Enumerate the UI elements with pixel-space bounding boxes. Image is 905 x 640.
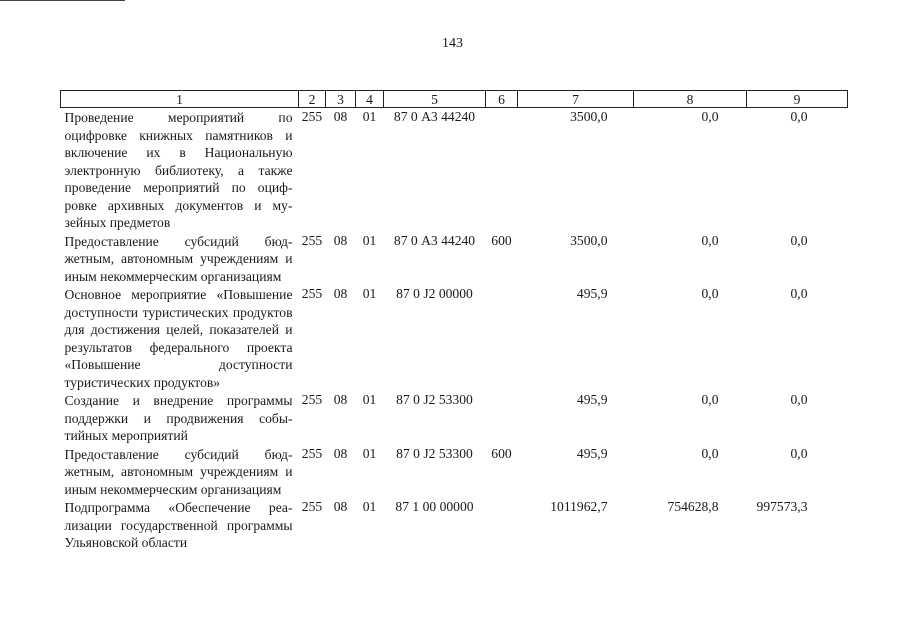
kind-code [486, 285, 518, 391]
kind-code [486, 391, 518, 445]
target-code: 87 0 J2 53300 [396, 445, 473, 461]
sum-col9: 0,0 [790, 445, 808, 461]
subsection-code: 01 [362, 286, 377, 301]
admin-code: 255 [301, 499, 323, 514]
column-number-row [61, 91, 848, 108]
target-code: 87 0 J2 00000 [396, 286, 473, 301]
table-row [61, 391, 848, 445]
sum-col7: 495,9 [576, 445, 608, 461]
column-header: 8 [634, 91, 747, 108]
sum-col8: 0,0 [701, 445, 719, 461]
target-code: 87 1 00 00000 [395, 499, 474, 514]
sum-col8: 0,0 [701, 286, 719, 301]
column-header: 6 [486, 91, 518, 108]
row-name: Проведение мероприятий по оцифровке книжных памятников и включение их в Национальную электронную библиотеку, а также проведение мероприятий по оцифровке архивных документов и музейных предметов [64, 110, 293, 230]
kind-code: 600 [491, 445, 512, 461]
section-code: 08 [333, 109, 348, 124]
section-code: 08 [333, 232, 348, 248]
sum-col7: 3500,0 [570, 232, 608, 248]
subsection-code: 01 [362, 445, 377, 461]
page-number: 143 [442, 36, 463, 51]
row-name: Подпрограмма «Обеспечение реализации государственной программы Ульяновской области [64, 500, 293, 550]
top-rule [0, 0, 125, 1]
subsection-code: 01 [362, 499, 377, 514]
table-row [61, 108, 848, 232]
table-row [61, 498, 848, 552]
subsection-code: 01 [362, 232, 377, 248]
admin-code: 255 [301, 232, 323, 248]
admin-code: 255 [301, 109, 323, 124]
sum-col8: 0,0 [701, 392, 719, 407]
section-code: 08 [333, 286, 348, 301]
section-code: 08 [333, 499, 348, 514]
sum-col8: 754628,8 [667, 499, 719, 514]
target-code: 87 0 А3 44240 [393, 232, 476, 248]
row-name: Основное мероприятие «Повышение доступности туристических продуктов для достижения целей, показателей и результатов федерального проекта «Повышение доступности туристических продуктов» [64, 287, 293, 390]
column-header: 4 [356, 91, 384, 108]
table-row [61, 285, 848, 391]
column-header: 1 [61, 91, 299, 108]
sum-col9: 0,0 [790, 392, 808, 407]
subsection-code: 01 [362, 392, 377, 407]
admin-code: 255 [301, 286, 323, 301]
subsection-code: 01 [362, 109, 377, 124]
column-header: 9 [747, 91, 848, 108]
admin-code: 255 [301, 445, 323, 461]
row-name: Создание и внедрение программы поддержки и продвижения событийных мероприятий [64, 393, 293, 443]
sum-col9: 997573,3 [756, 499, 808, 514]
target-code: 87 0 J2 53300 [396, 392, 473, 407]
target-code: 87 0 А3 44240 [393, 109, 476, 124]
column-header: 3 [326, 91, 356, 108]
kind-code: 600 [491, 232, 512, 248]
kind-code [486, 498, 518, 552]
sum-col9: 0,0 [790, 232, 808, 248]
admin-code: 255 [301, 392, 323, 407]
sum-col9: 0,0 [790, 109, 808, 124]
row-name: Предоставление субсидий бюджетным, автономным учреждениям и иным некоммерческим организациям [64, 446, 293, 497]
sum-col7: 3500,0 [570, 109, 608, 124]
column-header: 5 [384, 91, 486, 108]
section-code: 08 [333, 392, 348, 407]
sum-col8: 0,0 [701, 109, 719, 124]
column-header: 7 [518, 91, 634, 108]
column-header: 2 [299, 91, 326, 108]
sum-col7: 495,9 [576, 286, 608, 301]
sum-col9: 0,0 [790, 286, 808, 301]
row-name: Предоставление субсидий бюджетным, автономным учреждениям и иным некоммерческим организациям [64, 233, 293, 284]
table-row [61, 445, 848, 499]
sum-col7: 1011962,7 [550, 499, 608, 514]
budget-table [60, 90, 848, 552]
table-row [61, 232, 848, 286]
sum-col8: 0,0 [701, 232, 719, 248]
section-code: 08 [333, 445, 348, 461]
sum-col7: 495,9 [576, 392, 608, 407]
kind-code [486, 108, 518, 232]
